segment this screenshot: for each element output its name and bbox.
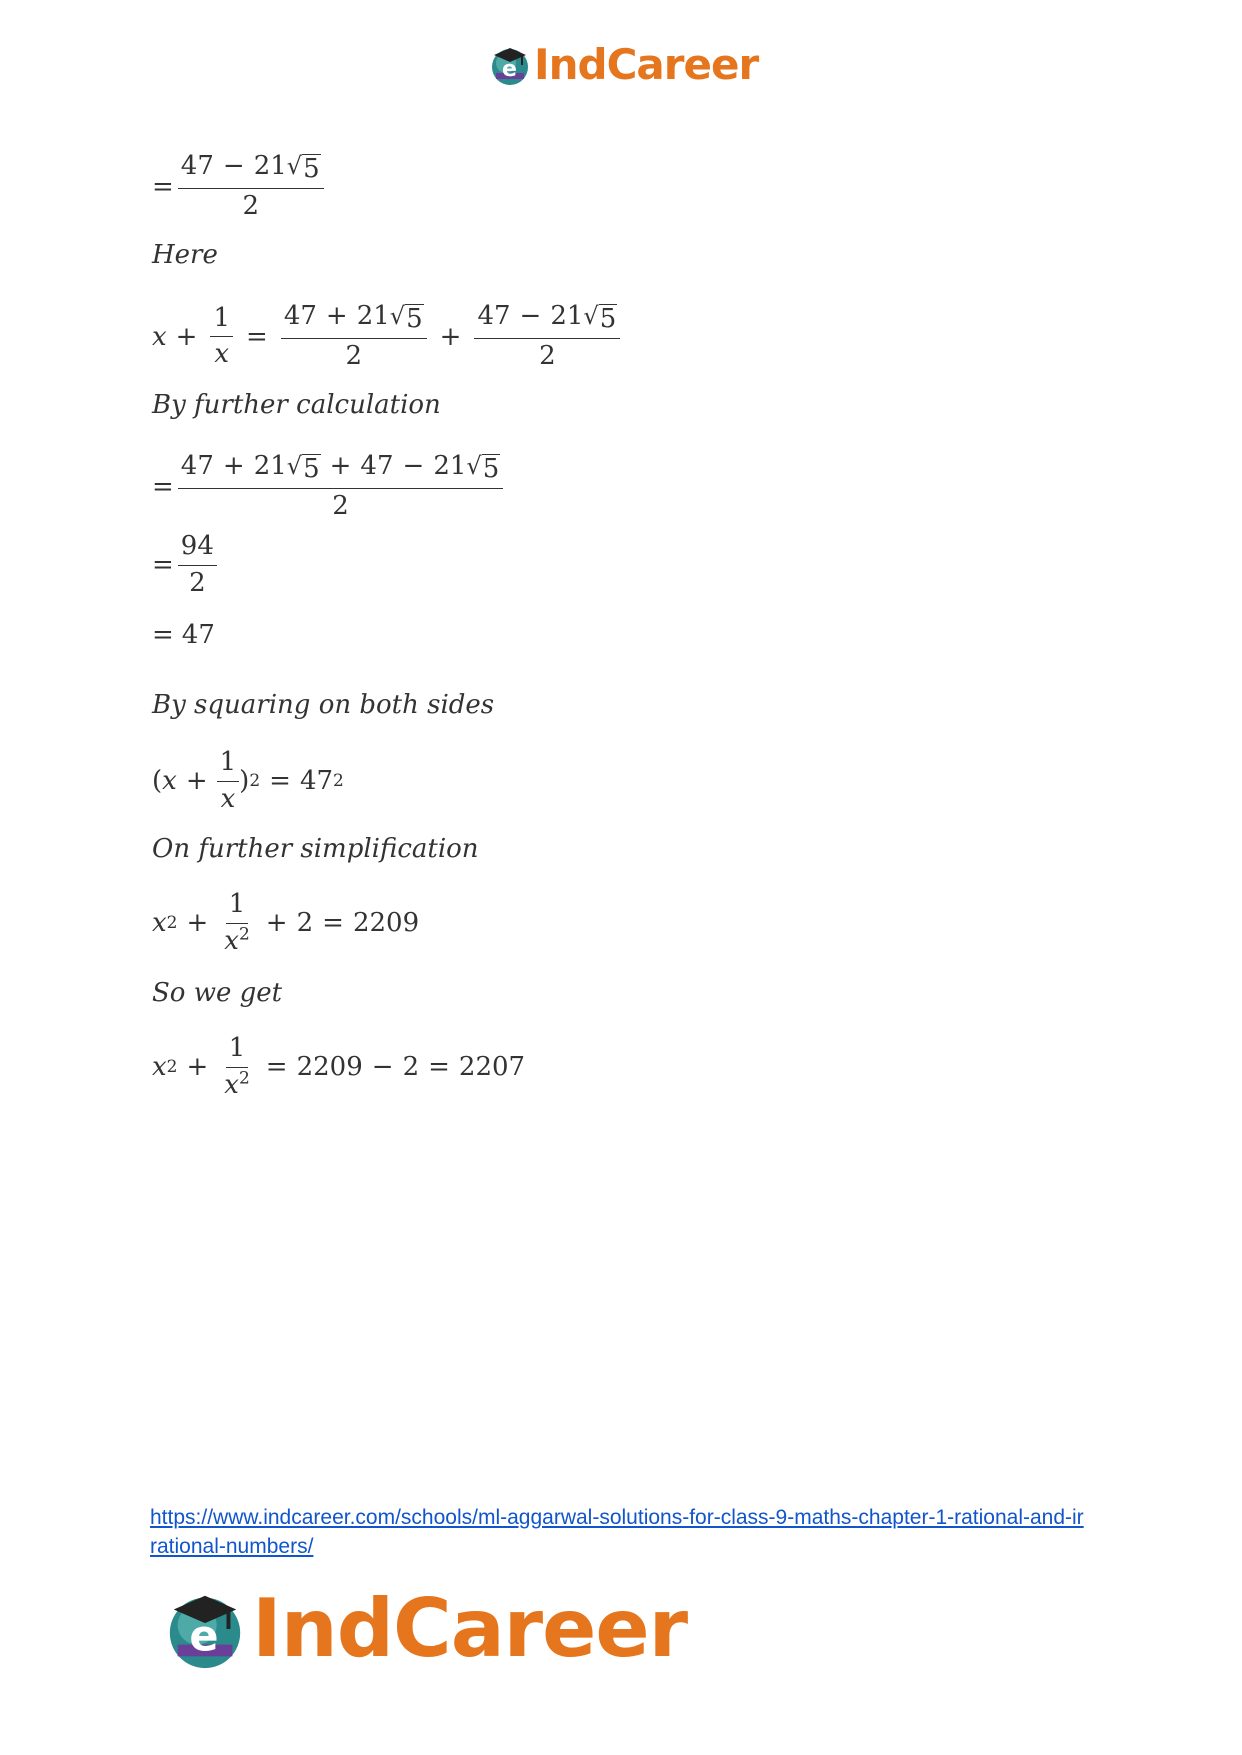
term: 47 [477,301,511,331]
term: 47 [360,451,394,481]
numerator: 1 [210,304,233,338]
fraction [474,302,620,372]
square-root: √ 5 [286,152,320,184]
graduation-globe-icon [488,43,532,87]
equation-line-2 [152,302,624,372]
denominator: 2 [539,340,556,371]
fraction [178,452,503,522]
equation-line-1 [152,152,328,222]
operator: − [519,301,542,331]
equals-sign: = [269,766,291,797]
term: 2 [296,908,314,939]
operator: + [185,766,208,797]
operator: + [186,1052,209,1083]
operator: − [402,451,425,481]
square-root: √ 5 [389,302,423,334]
variable: x [152,908,167,939]
numerator [474,302,620,339]
equation-line-7: x 2 + $\frac{1}{x^2}$ + 2 = 2209 [152,889,420,956]
radicand: 5 [482,454,500,484]
fraction [217,748,240,815]
operator: − [371,1052,394,1083]
text-squaring: By squaring on both sides [152,690,495,720]
equals-sign: = [152,550,174,581]
operator: + [265,908,288,939]
footer-logo [162,1582,687,1675]
graduation-globe-icon [162,1586,248,1672]
paren: ( [152,766,163,797]
equation-line-3 [152,452,507,522]
svg-text:e: e [189,1611,219,1661]
variable: x [224,925,239,956]
paren: ) [239,766,250,797]
radicand: 5 [303,454,320,484]
operator: + [175,321,198,352]
term: 47 [299,766,334,797]
svg-text:e: e [502,56,517,82]
denominator [221,1068,253,1101]
equals-sign: = [152,171,174,202]
text-so-we-get: So we get [152,978,283,1008]
equals-sign: = [265,1052,288,1083]
denominator: 2 [345,340,362,371]
operator: + [325,301,348,331]
numerator: 1 [217,748,240,782]
square-root: √ 5 [466,452,500,484]
term: 47 [180,151,214,181]
denominator: x [220,783,236,814]
radicand: 5 [599,304,617,334]
operator: + [329,451,352,481]
term: 47 [283,301,317,331]
denominator [221,924,253,957]
term: 21 [550,301,584,331]
equals-sign: = [246,321,268,352]
denominator: x [214,339,230,370]
denominator: 2 [242,190,259,221]
fraction [221,890,253,957]
text-here: Here [152,240,218,270]
variable: x [152,1052,167,1083]
fraction [178,532,217,599]
denominator: 2 [189,567,206,598]
term: 21 [253,451,287,481]
source-link[interactable]: https://www.indcareer.com/schools/ml-aggarwal-solutions-for-class-9-maths-chapter-1-rational-and-irrational-numbers/ [150,1506,1084,1558]
equals-sign: = [428,1052,450,1083]
result-value: 2209 [352,908,420,939]
equation-line-4 [152,532,221,599]
logo-wordmark: IndCareer [252,1582,688,1675]
text-further-calculation: By further calculation [152,390,441,420]
operator: − [222,151,245,181]
variable: x [162,766,177,797]
result-value: 47 [181,620,215,650]
equation-line-5 [152,620,215,650]
term: 47 [180,451,214,481]
numerator [178,152,324,189]
operator: + [222,451,245,481]
exponent: 2 [238,1068,250,1089]
denominator: 2 [332,490,349,521]
fraction [221,1034,253,1101]
numerator: 94 [178,532,217,566]
text-simplification: On further simplification [152,834,479,864]
radicand: 5 [406,304,423,334]
operator: + [186,908,209,939]
fraction [210,304,233,371]
equals-sign: = [152,620,174,650]
radicand: 5 [303,154,320,184]
numerator: 1 [226,890,249,924]
logo-wordmark: IndCareer [534,40,759,89]
equation-line-8: x 2 + $\frac{1}{x^2}$ = 2209 − 2 = 2207 [152,1033,526,1100]
operator: + [439,321,462,352]
equals-sign: = [152,471,174,502]
term: 2209 [296,1052,363,1083]
square-root: √ 5 [583,302,617,334]
term: 21 [433,451,467,481]
numerator [178,452,503,489]
square-root: √ 5 [286,452,320,484]
variable: x [224,1069,239,1100]
term: 21 [356,301,390,331]
header-logo [488,40,758,89]
term: 21 [253,151,287,181]
result-value: 2207 [458,1052,526,1083]
numerator: 1 [226,1034,249,1068]
fraction [281,302,427,372]
equals-sign: = [322,908,344,939]
equation-line-6: ( x + $\frac{1}{x}$ ) 2 = 47 2 [152,747,344,814]
numerator [281,302,427,339]
variable: x [152,321,167,352]
term: 2 [402,1052,420,1083]
fraction [178,152,324,222]
exponent: 2 [238,924,250,945]
